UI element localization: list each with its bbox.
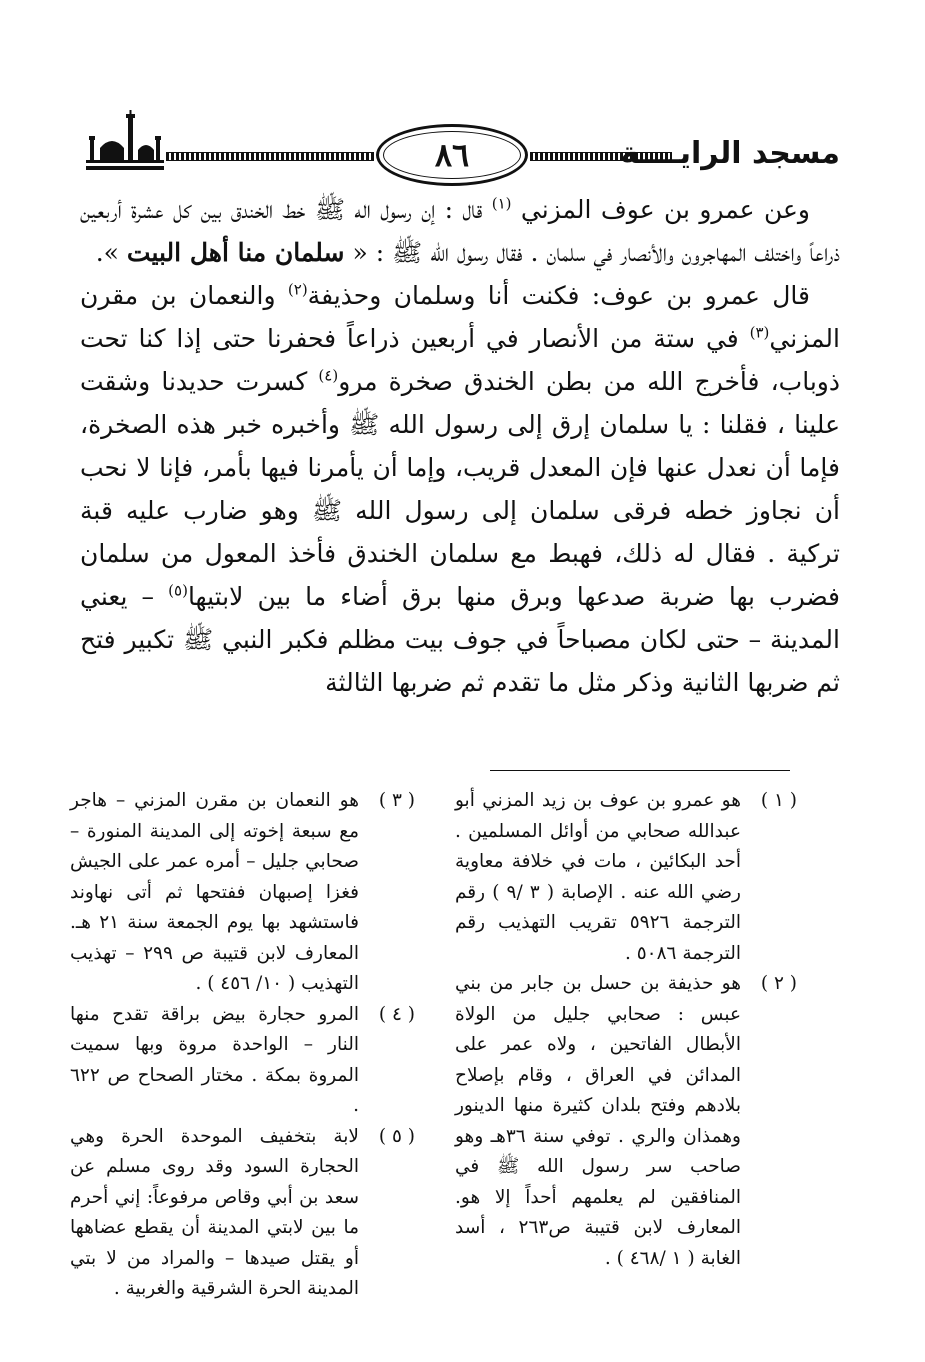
footnote-ref-5: (٥) [168, 581, 188, 600]
mosque-logo-icon [86, 110, 164, 180]
footnote-number: ( ٣ ) [378, 790, 415, 811]
footnote-text: هو النعمان بن مقرن المزني – هاجر مع سبعة إخوته إلى المدينة المنورة – صحابي جليل – أمره عمر على الجيش فغزا إصبهان ففتحها ثم أتى نهاوند فاستشهد بها يوم الجمعة سنة ٢١ هـ. المعارف لابن قتيبة ص ٢٩٩ – تهذيب التهذيب ( ١٠/ ٤٥٦ ) . [70, 790, 359, 994]
p1-text-a: وعن عمرو بن عوف المزني [511, 195, 810, 224]
footnote-text: هو عمرو بن عوف بن زيد المزني أبو عبدالله صحابي من أوائل المسلمين . أحد البكائين ، مات في خلافة معاوية رضي الله عنه . الإصابة ( ٣ /٩ ) رقم الترجمة ٥٩٢٦ تقريب التهذيب رقم الترجمة ٥٠٨٦ . [455, 790, 741, 964]
footnote-number: ( ١ ) [760, 790, 797, 811]
p2-text-b: والنعمان بن مقرن المزني [80, 281, 840, 353]
footnote-2 [455, 969, 797, 1274]
p1-text-b: قال : إن رسول اله ﷺ خط الخندق بين كل عشرة أربعين ذراعاً واختلف المهاجرون والأنصار في سلمان . فقال رسول الله ﷺ : « [80, 195, 840, 267]
page-number: ٨٦ [376, 124, 528, 186]
hadith-quote: سلمان منا أهل البيت [126, 238, 345, 267]
footnote-ref-1: (١) [491, 194, 512, 213]
footnote-text: المرو حجارة بيض براقة تقدح منها النار – الواحدة مروة وبها سميت المروة بمكة . مختار الصحاح ص ٦٢٢ . [70, 1003, 359, 1116]
footnote-separator [490, 770, 790, 771]
paragraph-2 [80, 274, 840, 704]
main-text [80, 188, 840, 704]
footnote-text: لابة بتخفيف الموحدة الحرة وهي الحجارة السود وقد روى مسلم عن سعد بن أبي وقاص مرفوعاً: إني أحرم ما بين لابتي المدينة أن يقطع عضاهها أو يقتل صيدها – والمراد من لا بتي المدينة الحرة الشرقية والغربية . [70, 1125, 359, 1299]
footnotes-column-left [70, 786, 415, 1305]
running-title: مسجد الرايــــة [620, 136, 840, 171]
footnote-ref-4: (٤) [318, 366, 339, 385]
page-header [70, 110, 840, 190]
footnote-ref-2: (٢) [287, 280, 308, 299]
p1-text-c: ». [95, 238, 127, 267]
footnote-3 [70, 786, 415, 1000]
footnote-1 [455, 786, 797, 969]
header-rule-left [166, 152, 374, 161]
footnotes-column-right [455, 786, 797, 1274]
footnote-number: ( ٤ ) [378, 1003, 415, 1025]
footnote-5 [70, 1122, 415, 1305]
paragraph-1 [80, 188, 840, 274]
p2-text-c: في ستة من الأنصار في أربعين ذراعاً فحفرنا حتى إذا كنا تحت ذوباب، فأخرج الله من بطن الخندق صخرة مرو [80, 324, 840, 396]
p2-text-d: كسرت حديدنا وشقت علينا ، فقلنا : يا سلمان إرق إلى رسول الله ﷺ وأخبره خبر هذه الصخرة، فإما أن نعدل عنها فإن المعدل قريب، وإما أن يأمرنا فيها بأمر، فإنا لا نحب أن نجاوز خطه فرقى سلمان إلى رسول الله ﷺ وهو ضارب عليه قبة تركية . فقال له ذلك، فهبط مع سلمان الخندق فأخذ المعول من سلمان فضرب بها ضربة صدعها وبرق منها برق أضاء ما بين لابتيها [80, 367, 841, 611]
p2-text-e: – يعني المدينة – حتى لكان مصباحاً في جوف بيت مظلم فكبر النبي ﷺ تكبير فتح ثم ضربها الثانية وذكر مثل ما تقدم ثم ضربها الثالثة [80, 582, 840, 697]
footnote-text: هو حذيفة بن حسل بن جابر من بني عبس : صحابي جليل من الولاة الأبطال الفاتحين ، ولاه عمر على المدائن في العراق ، وقام بإصلاح بلادهم وفتح بلدان كثيرة منها الدينور وهمذان والري . توفي سنة ٣٦هـ وهو صاحب سر رسول الله ﷺ في المنافقين لم يعلمهم أحداً إلا هو. المعارف لابن قتيبة ص٢٦٣ ، أسد الغابة ( ١ /٤٦٨ ) . [455, 973, 741, 1269]
footnote-number: ( ٢ ) [760, 973, 797, 994]
footnote-number: ( ٥ ) [378, 1125, 415, 1147]
p2-text-a: قال عمرو بن عوف: فكنت أنا وسلمان وحذيفة [307, 281, 810, 310]
footnote-ref-3: (٣) [749, 323, 770, 342]
footnote-4 [70, 1000, 415, 1122]
